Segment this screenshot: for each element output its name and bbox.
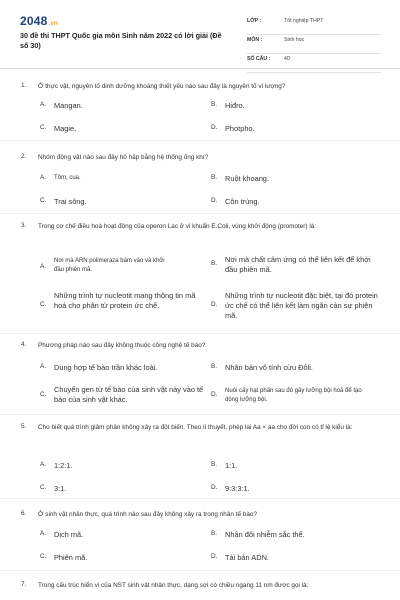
info-panel [247, 16, 381, 73]
logo-domain: .vn [48, 21, 58, 27]
question-separator [0, 414, 400, 415]
option-text: Tái bản ADN. [225, 553, 269, 562]
option-text: 3:1. [54, 484, 67, 493]
option-letter: B. [211, 174, 218, 181]
option-b[interactable] [211, 174, 269, 184]
info-row-class [247, 16, 381, 35]
option-text: Nhân bản vô tính cừu Đôli. [225, 363, 313, 372]
option-text: Dung hợp tế bào trần khác loài. [54, 363, 158, 372]
option-letter: D. [211, 391, 218, 398]
option-letter: C. [40, 553, 47, 560]
option-letter: D. [211, 484, 218, 491]
option-text: Những trình tự nucleotit đặc biệt, tại đó protein ức chế có thể liên kết làm ngăn cản sự phiên mã. [225, 291, 378, 320]
option-letter: A. [40, 461, 47, 468]
option-text: Trai sông. [54, 197, 87, 206]
option-text: Nuôi cấy hạt phấn sau đó gây lưỡng bội hoá để tạo dòng lưỡng bội. [225, 388, 362, 403]
header-divider [0, 68, 400, 69]
option-letter: C. [40, 301, 47, 308]
option-letter: B. [211, 101, 218, 108]
question-text: Phương pháp nào sau đây không thuộc công nghệ tế bào? [38, 342, 206, 349]
option-letter: B. [211, 260, 218, 267]
option-letter: C. [40, 124, 47, 131]
option-text: Nhân đôi nhiễm sắc thể. [225, 530, 305, 539]
option-letter: C. [40, 391, 47, 398]
option-a[interactable] [40, 363, 157, 373]
option-text: Chuyển gen từ tế bào của sinh vật này vào tế bào của sinh vật khác. [54, 385, 204, 404]
info-value: Sinh học [284, 37, 305, 43]
info-row-subject [247, 35, 381, 54]
option-b[interactable] [211, 101, 245, 111]
question-number: 1. [21, 82, 27, 89]
option-letter: A. [40, 174, 47, 181]
option-d[interactable] [211, 553, 269, 563]
option-letter: C. [40, 197, 47, 204]
question-separator [0, 498, 400, 499]
question-text: Nhóm động vật nào sau đây hô hấp bằng hệ thống ống khí? [38, 154, 209, 161]
option-text: Magie. [54, 124, 77, 133]
question-text: Ở sinh vật nhân thực, quá trình nào sau đây không xảy ra trong nhân tế bào? [38, 511, 258, 518]
info-label: MÔN : [247, 37, 263, 43]
info-row-count [247, 54, 381, 73]
document-header [0, 0, 400, 64]
option-letter: A. [40, 101, 47, 108]
option-c[interactable] [40, 484, 66, 494]
question-number: 5. [21, 423, 27, 430]
option-text: Nơi mà chất cảm ứng có thể liên kết để khởi đầu phiên mã. [225, 255, 371, 274]
question-text: Trong cấu trúc hiển vi của NST sinh vật nhân thực, dạng sợi có chiều ngang 11 nm được gọi là: [38, 582, 309, 589]
site-logo[interactable] [20, 14, 58, 28]
question-text: Trong cơ chế điều hoà hoạt động của operon Lac ở vi khuẩn E.Coli, vùng khởi động (promoter) là: [38, 223, 317, 230]
option-d[interactable] [211, 197, 260, 207]
question-text: Ở thực vật, nguyên tố dinh dưỡng khoáng thiết yếu nào sau đây là nguyên tố vi lượng? [38, 83, 286, 90]
option-letter: D. [211, 553, 218, 560]
option-b[interactable] [211, 255, 386, 275]
option-letter: A. [40, 363, 47, 370]
option-letter: D. [211, 301, 218, 308]
option-text: Hiđro. [225, 101, 245, 110]
option-letter: B. [211, 461, 218, 468]
option-text: Ruột khoang. [225, 174, 269, 183]
option-text: Nơi mà ARN polimeraza bám vào và khởi đầu phiên mã. [54, 258, 165, 273]
question-text: Cho biết quá trình giảm phân không xảy ra đột biến. Theo lí thuyết, phép lai Aa × aa cho đời con có tỉ lệ kiểu là: [38, 424, 353, 431]
option-letter: D. [211, 197, 218, 204]
option-c[interactable] [40, 553, 87, 563]
option-text: Phiên mã. [54, 553, 88, 562]
document-title: 30 đề thi THPT Quốc gia môn Sinh năm 2022 có lời giải (Đề số 30) [20, 31, 222, 50]
option-letter: B. [211, 363, 218, 370]
option-letter: A. [40, 263, 47, 270]
question-number: 2. [21, 153, 27, 160]
option-letter: B. [211, 530, 218, 537]
option-a[interactable] [40, 257, 205, 275]
info-label: SỐ CÂU : [247, 56, 271, 62]
option-c[interactable] [40, 124, 76, 134]
option-d[interactable] [211, 124, 255, 134]
option-letter: A. [40, 530, 47, 537]
info-label: LỚP : [247, 18, 262, 24]
option-d[interactable] [211, 387, 381, 405]
option-d[interactable] [211, 484, 250, 494]
option-text: Những trình tự nucleotit mang thông tin mã hoá cho phân tử protein ức chế. [54, 291, 196, 310]
option-text: Côn trùng. [225, 197, 260, 206]
question-number: 4. [21, 341, 27, 348]
question-number: 6. [21, 510, 27, 517]
option-text: 1:2:1. [54, 461, 73, 470]
info-value: Tốt nghiệp THPT [284, 18, 324, 24]
option-d[interactable] [211, 291, 386, 321]
logo-text: 2048 [20, 14, 48, 28]
option-a[interactable] [40, 101, 83, 111]
option-c[interactable] [40, 197, 87, 207]
question-number: 3. [21, 222, 27, 229]
option-c[interactable] [40, 291, 212, 311]
option-text: Photpho. [225, 124, 255, 133]
option-text: Mangan. [54, 101, 83, 110]
option-a[interactable] [40, 174, 81, 183]
info-value: 40 [284, 56, 290, 62]
option-a[interactable] [40, 461, 73, 471]
option-text: Tôm, cua. [54, 175, 81, 181]
option-text: 9:3:3:1. [225, 484, 250, 493]
option-a[interactable] [40, 530, 83, 540]
option-c[interactable] [40, 385, 210, 405]
option-b[interactable] [211, 461, 237, 471]
question-separator [0, 333, 400, 334]
option-text: Dịch mã. [54, 530, 84, 539]
question-separator [0, 213, 400, 214]
option-letter: D. [211, 124, 218, 131]
question-separator [0, 570, 400, 571]
option-text: 1:1. [225, 461, 238, 470]
option-letter: C. [40, 484, 47, 491]
question-separator [0, 140, 400, 141]
option-b[interactable] [211, 530, 305, 540]
option-b[interactable] [211, 363, 313, 373]
question-number: 7. [21, 581, 27, 588]
